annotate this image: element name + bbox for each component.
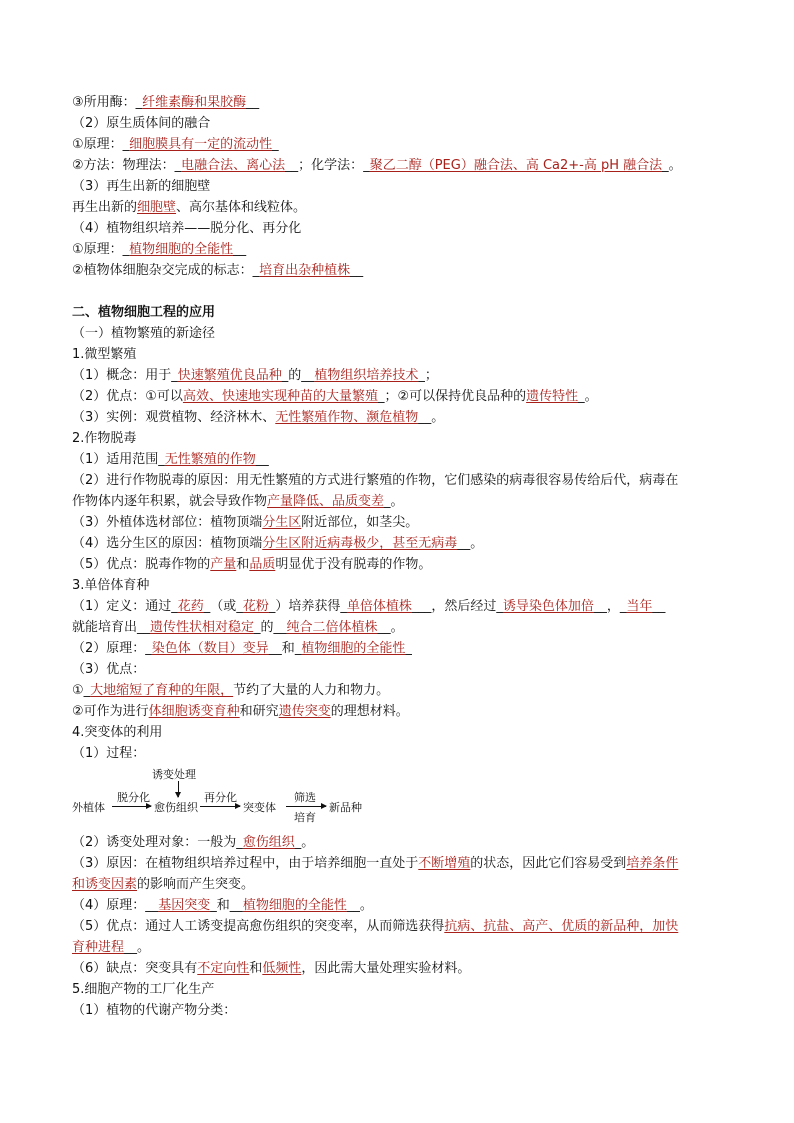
text-segment: _: [236, 599, 243, 614]
text-segment: _的__: [281, 368, 315, 383]
text-segment: （3）原因：在植物组织培养过程中，由于培养细胞一直处于: [72, 856, 419, 871]
text-segment: （1）适用范围: [72, 452, 159, 467]
flow-start: 外植体: [72, 801, 105, 814]
text-segment: _: [174, 158, 182, 173]
text-segment: _: [122, 242, 130, 257]
text-segment: （1）概念：用于: [72, 368, 172, 383]
answer-fill: 培育出杂种植株: [259, 263, 351, 278]
text-segment: 4.突变体的利用: [72, 725, 163, 740]
text-line: [72, 386, 732, 407]
text-segment: 二、植物细胞工程的应用: [72, 305, 216, 320]
text-segment: 再生出新的: [72, 200, 138, 215]
text-line: [72, 853, 732, 874]
text-line: [72, 344, 732, 365]
answer-fill: 分生区: [262, 515, 302, 530]
text-segment: __: [233, 242, 247, 257]
answer-fill: 纯合二倍体植株: [286, 620, 378, 635]
text-segment: （4）选分生区的原因：植物顶端: [72, 536, 263, 551]
answer-fill: 电融合法、离心法: [181, 158, 286, 173]
text-line: [72, 323, 732, 344]
text-segment: _: [158, 452, 165, 467]
text-line: [72, 874, 732, 895]
text-segment: ②方法：物理法：: [72, 158, 175, 173]
text-line: [72, 958, 732, 979]
answer-fill: 植物细胞的全能性: [242, 898, 347, 913]
text-segment: 节约了大量的人力和物力。: [233, 683, 390, 698]
text-segment: ___，然后经过: [411, 599, 497, 614]
text-segment: __。: [346, 898, 373, 913]
text-line: [72, 470, 732, 491]
text-segment: __；化学法：: [285, 158, 364, 173]
text-segment: （6）缺点：突变具有: [72, 961, 198, 976]
text-line: [72, 92, 732, 113]
text-line: [72, 916, 732, 937]
answer-fill: 遗传突变: [278, 704, 331, 719]
text-segment: _: [171, 368, 178, 383]
answer-fill: 不定向性: [197, 961, 250, 976]
text-line: [72, 937, 732, 958]
text-segment: （4）原理：: [72, 898, 146, 913]
answer-fill: 遗传特性: [526, 389, 579, 404]
flow-end: 新品种: [329, 801, 362, 814]
text-segment: _: [252, 263, 260, 278]
flow-step2-label: 再分化: [204, 791, 237, 804]
text-segment: __: [652, 599, 666, 614]
answer-fill: 和诱变因素: [72, 877, 138, 892]
text-segment: ①原理：: [72, 242, 123, 257]
text-line: [72, 617, 732, 638]
text-segment: _。: [384, 494, 404, 509]
flow-node2: 突变体: [243, 801, 276, 814]
text-line: [72, 134, 732, 155]
flow-arrow-2: [200, 806, 240, 807]
answer-fill: 细胞膜具有一定的流动性: [129, 137, 273, 152]
answer-fill: 分生区附近病毒极少，甚至无病毒: [262, 536, 458, 551]
text-line: [72, 449, 732, 470]
text-segment: _: [171, 599, 178, 614]
text-segment: （一）植物繁殖的新途径: [72, 326, 216, 341]
flow-arrow-1: [112, 806, 151, 807]
text-segment: _（或: [203, 599, 237, 614]
text-segment: _；②可以保持优良品种的: [377, 389, 527, 404]
text-segment: __: [246, 95, 260, 110]
text-segment: __。: [124, 940, 151, 955]
text-segment: （2）原生质体间的融合: [72, 116, 211, 131]
flow-top-label: 诱变处理: [152, 768, 196, 781]
text-line: [72, 979, 732, 1000]
text-line: [72, 743, 732, 764]
text-segment: _）培养获得: [268, 599, 341, 614]
text-segment: _: [145, 641, 152, 656]
text-segment: __: [137, 620, 151, 635]
text-segment: ①: [72, 683, 84, 698]
text-segment: __。: [457, 536, 484, 551]
text-line: [72, 895, 732, 916]
answer-fill: 基因突变: [158, 898, 211, 913]
text-line: [72, 832, 732, 853]
text-segment: _: [135, 95, 143, 110]
text-segment: 1.微型繁殖: [72, 347, 137, 362]
answer-fill: 高效、快速地实现种苗的大量繁殖: [182, 389, 378, 404]
text-segment: （3）再生出新的细胞壁: [72, 179, 211, 194]
text-segment: _: [272, 137, 279, 152]
text-segment: ③所用酶：: [72, 95, 136, 110]
text-segment: 5.细胞产物的工厂化生产: [72, 982, 215, 997]
answer-fill: 聚乙二醇（PEG）融合法、高 Ca2+-高 pH 融合法: [369, 158, 663, 173]
answer-fill: 愈伤组织: [242, 835, 295, 850]
text-segment: ②植物体细胞杂交完成的标志：: [72, 263, 253, 278]
answer-fill: 无性繁殖的作物: [164, 452, 256, 467]
text-segment: _: [496, 599, 503, 614]
document-page: [72, 92, 732, 1021]
flow-down-arrow: [178, 781, 179, 797]
text-segment: ，因此需大量处理实验材料。: [301, 961, 471, 976]
section-gap: [72, 281, 732, 302]
answer-fill: 快速繁殖优良品种: [177, 368, 282, 383]
flow-step1-label: 脱分化: [117, 791, 150, 804]
text-segment: _和__: [210, 898, 243, 913]
text-line: [72, 176, 732, 197]
answer-fill: 植物细胞的全能性: [129, 242, 234, 257]
text-segment: 就能培育出: [72, 620, 138, 635]
text-segment: （3）实例：观赏植物、经济林木、: [72, 410, 276, 425]
text-line: [72, 239, 732, 260]
process-flow-diagram: [72, 766, 732, 832]
text-line: [72, 512, 732, 533]
text-segment: （1）植物的代谢产物分类：: [72, 1003, 237, 1018]
text-segment: 2.作物脱毒: [72, 431, 137, 446]
text-segment: _: [340, 599, 347, 614]
flow-arrow-3: [286, 806, 326, 807]
text-segment: _: [619, 599, 627, 614]
text-line: [72, 218, 732, 239]
text-line: [72, 113, 732, 134]
text-segment: （2）优点：①可以: [72, 389, 183, 404]
text-segment: （3）外植体选材部位：植物顶端: [72, 515, 263, 530]
text-segment: _: [405, 641, 412, 656]
text-line: [72, 533, 732, 554]
text-segment: 、高尔基体和线粒体。: [176, 200, 307, 215]
text-segment: __，: [593, 599, 620, 614]
text-segment: （2）诱变处理对象：一般为: [72, 835, 237, 850]
text-segment: 的理想材料。: [330, 704, 409, 719]
text-line: [72, 680, 732, 701]
text-segment: 和研究: [239, 704, 279, 719]
text-line: [72, 554, 732, 575]
text-segment: _的__: [254, 620, 287, 635]
answer-fill: 不断增殖: [418, 856, 471, 871]
answer-fill: 诱导染色体加倍: [502, 599, 594, 614]
answer-fill: 花粉: [242, 599, 269, 614]
text-segment: _: [122, 137, 130, 152]
text-segment: 附近部位，如茎尖。: [301, 515, 419, 530]
text-line: [72, 1000, 732, 1021]
text-line: [72, 491, 732, 512]
answer-fill: 产量: [210, 557, 237, 572]
text-segment: 和: [249, 961, 263, 976]
text-segment: __: [255, 452, 269, 467]
text-segment: （5）优点：通过人工诱变提高愈伤组织的突变率，从而筛选获得: [72, 919, 445, 934]
text-segment: __: [145, 898, 159, 913]
answer-fill: 纤维素酶和果胶酶: [142, 95, 247, 110]
text-segment: __。: [377, 620, 404, 635]
text-segment: （3）优点：: [72, 662, 146, 677]
text-segment: _: [363, 158, 370, 173]
text-segment: ①原理：: [72, 137, 123, 152]
answer-fill: 无性繁殖作物、濒危植物: [275, 410, 419, 425]
text-segment: 作物体内逐年积累，就会导致作物: [72, 494, 268, 509]
answer-fill: 遗传性状相对稳定: [150, 620, 255, 635]
text-segment: __: [350, 263, 364, 278]
text-segment: _。: [662, 158, 682, 173]
answer-fill: 当年: [626, 599, 653, 614]
text-segment: __。: [418, 410, 445, 425]
answer-fill: 培养条件: [626, 856, 679, 871]
answer-fill: 大地缩短了育种的年限，: [90, 683, 234, 698]
text-line: [72, 596, 732, 617]
text-segment: ②可作为进行: [72, 704, 149, 719]
text-line: [72, 638, 732, 659]
text-line: [72, 701, 732, 722]
answer-fill: 植物组织培养技术: [314, 368, 419, 383]
text-line: [72, 155, 732, 176]
answer-fill: 品质: [249, 557, 276, 572]
text-segment: _: [83, 683, 91, 698]
text-line: [72, 659, 732, 680]
text-segment: _: [294, 641, 302, 656]
text-segment: 明显优于没有脱毒的作物。: [275, 557, 432, 572]
text-segment: （4）植物组织培养——脱分化、再分化: [72, 221, 302, 236]
text-line: [72, 407, 732, 428]
answer-fill: 体细胞诱变育种: [148, 704, 240, 719]
text-segment: _: [236, 835, 243, 850]
text-segment: （2）进行作物脱毒的原因：用无性繁殖的方式进行繁殖的作物，它们感染的病毒很容易传给后代，病毒在: [72, 473, 679, 488]
text-segment: （1）定义：通过: [72, 599, 172, 614]
answer-fill: 植物细胞的全能性: [301, 641, 406, 656]
section-heading: [72, 302, 732, 323]
text-line: [72, 428, 732, 449]
answer-fill: 低频性: [262, 961, 302, 976]
answer-fill: 染色体（数目）变异: [151, 641, 269, 656]
text-segment: 和: [236, 557, 250, 572]
text-segment: _；: [418, 368, 438, 383]
text-segment: （5）优点：脱毒作物的: [72, 557, 211, 572]
answer-fill: 育种进程: [72, 940, 125, 955]
answer-fill: 细胞壁: [137, 200, 177, 215]
text-line: [72, 722, 732, 743]
text-segment: （2）原理：: [72, 641, 146, 656]
text-segment: _。: [578, 389, 598, 404]
text-line: [72, 365, 732, 386]
text-line: [72, 575, 732, 596]
answer-fill: 花药: [177, 599, 204, 614]
text-segment: 的影响而产生突变。: [137, 877, 255, 892]
text-line: [72, 197, 732, 218]
text-segment: （1）过程：: [72, 746, 146, 761]
answer-fill: 抗病、抗盐、高产、优质的新品种，加快: [444, 919, 679, 934]
text-segment: 的状态，因此它们容易受到: [470, 856, 627, 871]
text-segment: 3.单倍体育种: [72, 578, 150, 593]
flow-step3-bottom: 培育: [294, 811, 316, 824]
flow-node1: 愈伤组织: [154, 801, 198, 814]
flow-step3-top: 筛选: [294, 791, 316, 804]
text-segment: __和: [268, 641, 295, 656]
answer-fill: 产量降低、品质变差: [267, 494, 385, 509]
text-line: [72, 260, 732, 281]
text-segment: _。: [294, 835, 315, 850]
answer-fill: 单倍体植株: [346, 599, 412, 614]
